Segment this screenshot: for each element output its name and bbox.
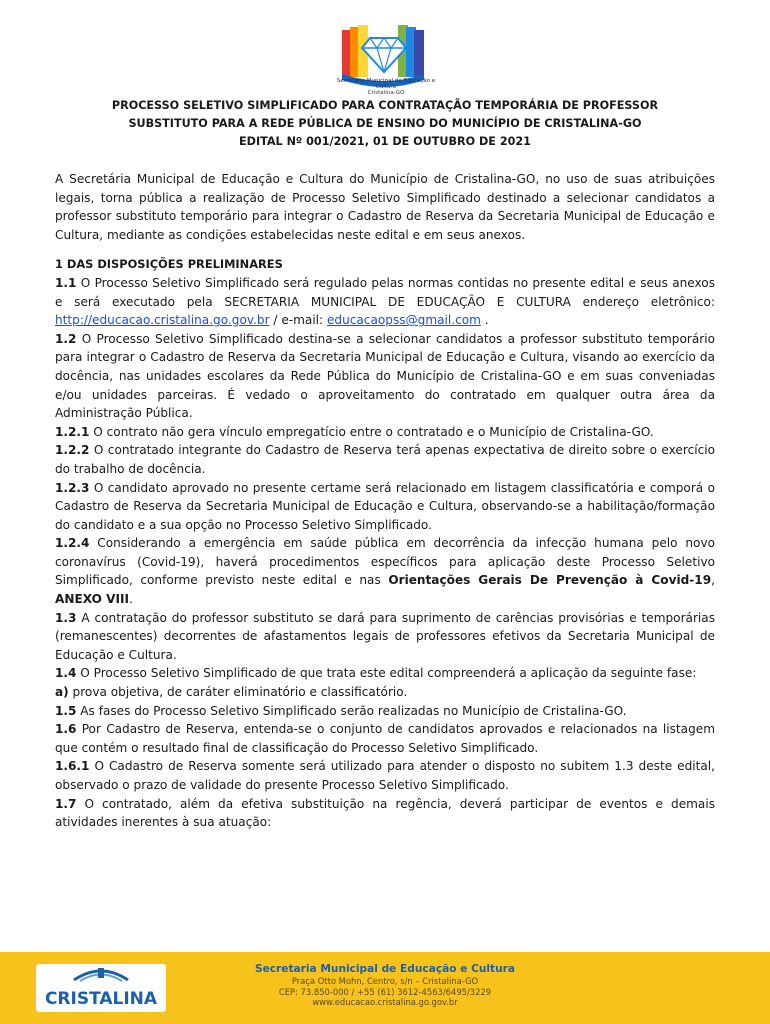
title-line-2: SUBSTITUTO PARA A REDE PÚBLICA DE ENSINO DO MUNICÍPIO DE CRISTALINA-GO [128, 117, 642, 130]
cristalina-logo-text: CRISTALINA [44, 989, 158, 1009]
footer-website[interactable]: www.educacao.cristalina.go.gov.br [312, 997, 458, 1008]
item-text: O contratado, além da efetiva substituição na regência, deverá participar de eventos e demais atividades inerentes à sua atuação: [55, 796, 715, 830]
item-text: A contratação do professor substituto se dará para suprimento de carências provisórias e temporárias (remanescentes) decorrentes de afastamentos legais de professores efetivos da Secretaria Municipal de Educação e Cultura. [55, 610, 715, 662]
item-number: 1.5 [55, 703, 77, 718]
footer-institution-name: Secretaria Municipal de Educação e Cultura [254, 963, 516, 975]
item-number: 1.2.2 [55, 443, 90, 458]
item-text: . [129, 592, 133, 607]
item-text: O contrato não gera vínculo empregatício entre o contratado e o Município de Cristalina-GO. [89, 424, 654, 439]
item-number: 1.2.1 [55, 424, 90, 439]
page-footer [0, 952, 770, 1024]
document-title [60, 97, 710, 151]
item-1-4 [55, 664, 715, 683]
item-number: a) [55, 685, 69, 700]
title-line-3: EDITAL Nº 001/2021, 01 DE OUTUBRO DE 2021 [239, 135, 531, 148]
item-number: 1.6 [55, 722, 77, 737]
item-text: O Processo Seletivo Simplificado de que trata este edital compreenderá a aplicação da seguinte fase: [76, 666, 697, 681]
item-number: 1.6.1 [55, 759, 90, 774]
item-text: / e-mail: [269, 313, 327, 328]
section-heading: 1 DAS DISPOSIÇÕES PRELIMINARES [55, 257, 283, 272]
item-number: 1.3 [55, 610, 77, 625]
logo-caption-line2: Cristalina-GO [367, 90, 405, 96]
item-text: Considerando a emergência em saúde pública em decorrência da infecção humana pelo novo coronavírus (Covid-19), haverá procedimentos específicos para aplicação deste Processo Seletivo Simplificado, conforme previsto neste edital e nas [55, 536, 715, 588]
item-1-4-a [55, 683, 715, 702]
item-text: O contratado integrante do Cadastro de Reserva terá apenas expectativa de direito sobre o exercício do trabalho de docência. [55, 443, 715, 476]
item-number: 1.2.4 [55, 536, 90, 551]
item-1-3 [55, 609, 715, 665]
item-text: , [711, 573, 715, 588]
footer-address: Praça Otto Mohn, Centro, s/n – Cristalina-GO [291, 976, 479, 986]
item-number: 1.1 [55, 275, 77, 290]
item-text: . [480, 313, 489, 328]
item-number: 1.2 [55, 331, 77, 346]
item-1-2 [55, 330, 715, 423]
cristalina-logo [36, 964, 166, 1012]
footer-cep-phone: CEP: 73.850-000 / +55 (61) 3612-4563/6495/3229 [278, 986, 492, 997]
document-body [55, 170, 715, 832]
covid-guidelines-ref: Orientações Gerais De Prevenção à Covid-19 [388, 573, 712, 588]
item-text: O candidato aprovado no presente certame será relacionado em listagem classificatória e comporá o Cadastro de Reserva da Secretaria Municipal de Educação e Cultura, observando-se a habilitação/formação do candidato e a sua opção no Processo Seletivo Simplificado. [55, 480, 715, 532]
website-link[interactable]: http://educacao.cristalina.go.gov.br [55, 313, 270, 328]
item-1-5 [55, 702, 715, 721]
item-text: O Processo Seletivo Simplificado destina-se a selecionar candidatos a professor substituto temporário para integrar o Cadastro de Reserva da Secretaria Municipal de Educação e Cultura, visando ao exercício da docência, nas unidades escolares da Rede Pública do Município de Cristalina-GO e em suas conveniadas e/ou unidades parceiras. É vedado o aproveitamento do contratado em qualquer outra área da Administração Pública. [55, 331, 715, 421]
item-1-7 [55, 795, 715, 832]
item-text: prova objetiva, de caráter eliminatório e classificatório. [68, 685, 408, 700]
email-link[interactable]: educacaopss@gmail.com [326, 313, 481, 328]
item-1-2-4 [55, 534, 715, 608]
item-text: As fases do Processo Seletivo Simplificado serão realizadas no Município de Cristalina-GO. [76, 703, 627, 718]
title-line-1: PROCESSO SELETIVO SIMPLIFICADO PARA CONTRATAÇÃO TEMPORÁRIA DE PROFESSOR [111, 99, 659, 112]
logo-caption-line1: Secretaria Municipal de Educação e Cultura [336, 78, 436, 90]
item-text: O Cadastro de Reserva somente será utilizado para atender o disposto no subitem 1.3 deste edital, observado o prazo de validade do presente Processo Seletivo Simplificado. [55, 759, 715, 792]
intro-paragraph: A Secretária Municipal de Educação e Cultura do Município de Cristalina-GO, no uso de suas atribuições legais, torna pública a realização de Processo Seletivo Simplificado destinado a selecionar candidatos a professor substituto temporário para integrar o Cadastro de Reserva da Secretaria Municipal de Educação e Cultura, mediante as condições estabelecidas neste edital e em seus anexos. [55, 172, 715, 242]
item-number: 1.4 [55, 666, 77, 681]
item-1-2-3 [55, 479, 715, 535]
item-1-6 [55, 720, 715, 757]
annex-ref: ANEXO VIII [55, 592, 129, 607]
item-1-2-1 [55, 423, 715, 442]
item-1-2-2 [55, 441, 715, 478]
item-text: Por Cadastro de Reserva, entenda-se o conjunto de candidatos aprovados e relacionados na listagem que contém o resultado final de classificação do Processo Seletivo Simplificado. [55, 722, 715, 755]
item-number: 1.2.3 [55, 480, 90, 495]
footer-contact [230, 963, 540, 1008]
item-text: O Processo Seletivo Simplificado será regulado pelas normas contidas no presente edital e seus anexos e será executado pela SECRETARIA MUNICIPAL DE EDUCAÇÃO E CULTURA endereço eletrônico: [55, 275, 715, 309]
item-number: 1.7 [55, 796, 77, 811]
item-1-1 [55, 274, 715, 330]
logo-caption [326, 78, 446, 96]
item-1-6-1 [55, 757, 715, 794]
